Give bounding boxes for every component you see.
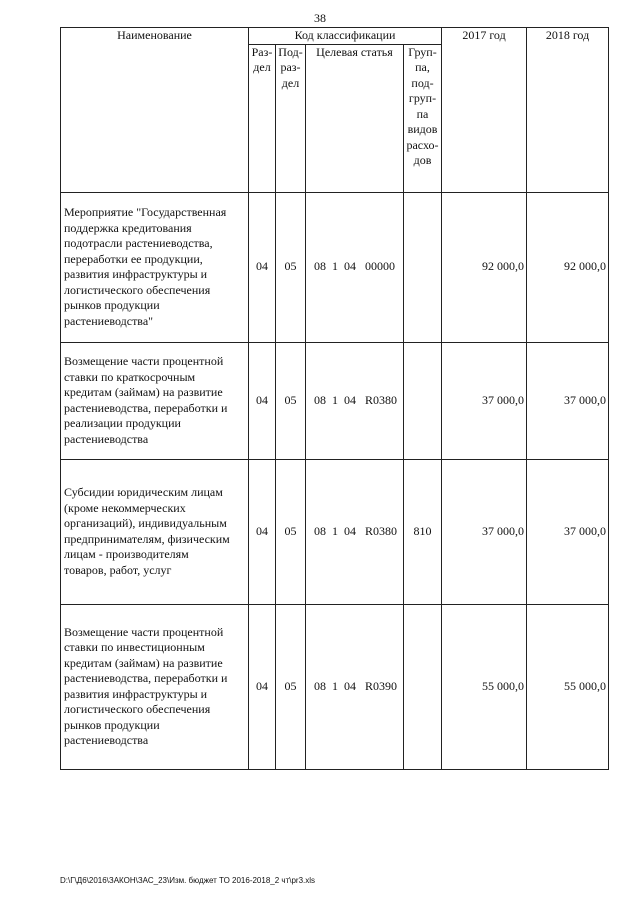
row-subsection: 05 <box>276 459 306 604</box>
file-path-footer: D:\Г\Д6\2016\ЗАКОН\ЗАС_23\Изм. бюджет ТО 2016-2018_2 чт\pr3.xls <box>60 876 316 885</box>
row-section: 04 <box>249 604 276 769</box>
row-target-item: 08 1 04 R0390 <box>306 604 404 769</box>
table-row <box>61 342 609 459</box>
header-row-top <box>61 28 609 45</box>
header-target-item: Целевая статья <box>306 44 404 192</box>
page-number: 38 <box>314 11 326 25</box>
header-name: Наименование <box>61 28 249 193</box>
row-section: 04 <box>249 342 276 459</box>
table-row <box>61 192 609 342</box>
row-expense-type <box>404 604 442 769</box>
row-amount-2017: 37 000,0 <box>442 459 527 604</box>
row-amount-2018: 92 000,0 <box>527 192 609 342</box>
row-expense-type <box>404 192 442 342</box>
row-expense-type <box>404 342 442 459</box>
row-amount-2018: 55 000,0 <box>527 604 609 769</box>
header-classification-code: Код классификации <box>249 28 442 45</box>
row-section: 04 <box>249 192 276 342</box>
table-row <box>61 459 609 604</box>
row-section: 04 <box>249 459 276 604</box>
row-expense-type: 810 <box>404 459 442 604</box>
budget-table <box>60 27 609 770</box>
row-target-item: 08 1 04 R0380 <box>306 342 404 459</box>
table-row <box>61 604 609 769</box>
header-section: Раз- дел <box>249 44 276 192</box>
row-subsection: 05 <box>276 342 306 459</box>
row-subsection: 05 <box>276 192 306 342</box>
header-2018: 2018 год <box>527 28 609 193</box>
row-amount-2018: 37 000,0 <box>527 342 609 459</box>
row-name: Субсидии юридическим лицам (кроме некоммерческих организаций), индивидуальным предпринимателям, физическим лицам - производителям товаров, работ, услуг <box>61 459 249 604</box>
header-expense-group: Груп- па, под- груп- па видов расхо- дов <box>404 44 442 192</box>
header-subsection: Под- раз- дел <box>276 44 306 192</box>
row-name: Возмещение части процентной ставки по краткосрочным кредитам (займам) на развитие растениеводства, переработки и реализации продукции растениеводства <box>61 342 249 459</box>
row-target-item: 08 1 04 00000 <box>306 192 404 342</box>
row-amount-2017: 37 000,0 <box>442 342 527 459</box>
row-name: Возмещение части процентной ставки по инвестиционным кредитам (займам) на развитие растениеводства, переработки и развития инфраструктуры и логистического обеспечения рынков продукции растениеводства <box>61 604 249 769</box>
row-amount-2018: 37 000,0 <box>527 459 609 604</box>
row-amount-2017: 92 000,0 <box>442 192 527 342</box>
row-subsection: 05 <box>276 604 306 769</box>
row-target-item: 08 1 04 R0380 <box>306 459 404 604</box>
header-2017: 2017 год <box>442 28 527 193</box>
row-amount-2017: 55 000,0 <box>442 604 527 769</box>
row-name: Мероприятие "Государственная поддержка кредитования подотрасли растениеводства, переработки ее продукции, развития инфраструктуры и логистического обеспечения рынков продукции растениеводства" <box>61 192 249 342</box>
